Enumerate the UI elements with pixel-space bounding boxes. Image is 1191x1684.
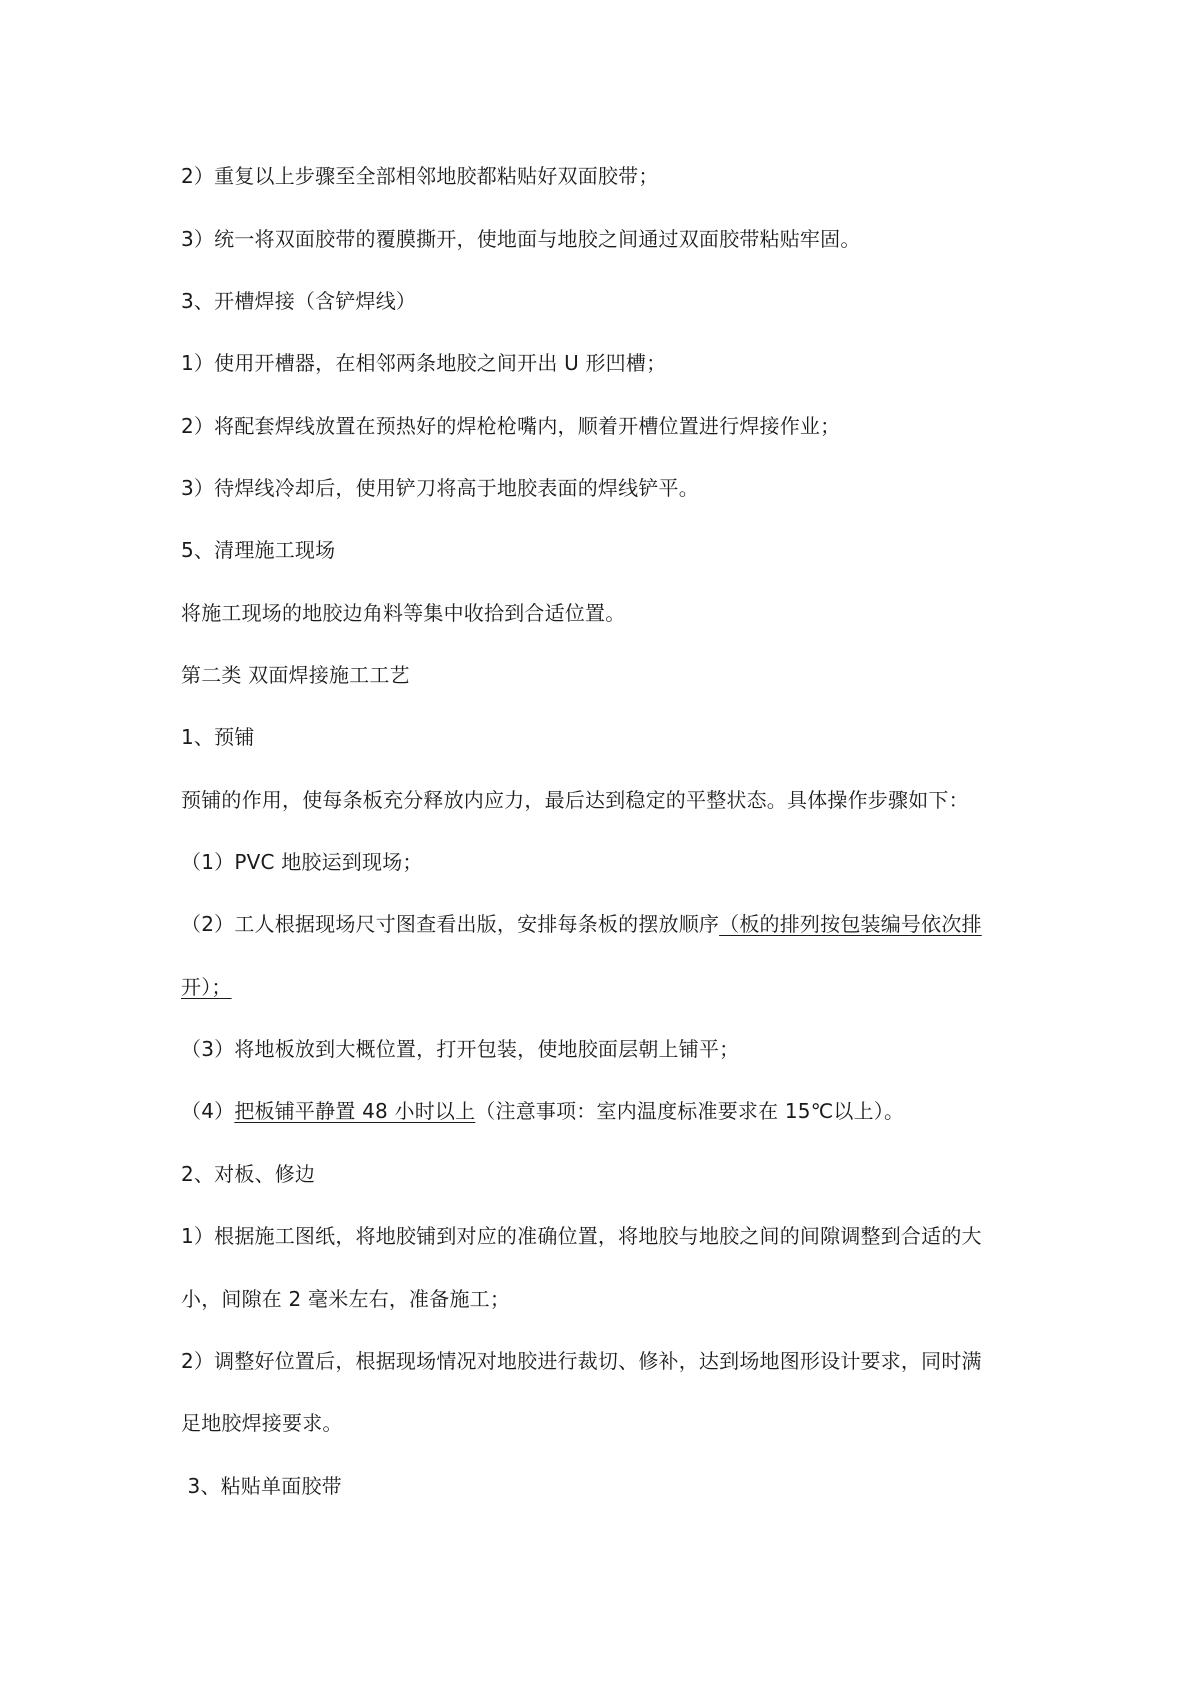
text-underlined: 把板铺平静置 48 小时以上 — [234, 1099, 476, 1123]
text-line — [181, 973, 1021, 1001]
text-line: 2）将配套焊线放置在预热好的焊枪枪嘴内，顺着开槽位置进行焊接作业； — [181, 414, 841, 438]
text-line: 3）统一将双面胶带的覆膜撕开，使地面与地胶之间通过双面胶带粘贴牢固。 — [181, 227, 861, 251]
text-line: 3）待焊线冷却后，使用铲刀将高于地胶表面的焊线铲平。 — [181, 476, 699, 500]
text-line: 2）重复以上步骤至全部相邻地胶都粘贴好双面胶带； — [181, 164, 659, 188]
text-line: （3）将地板放到大概位置，打开包装，使地胶面层朝上铺平； — [181, 1037, 740, 1061]
section-heading: 3、开槽焊接（含铲焊线） — [181, 289, 417, 313]
text-line: 2）调整好位置后，根据现场情况对地胶进行裁切、修补，达到场地图形设计要求，同时满 — [181, 1349, 982, 1373]
text-line: （1）PVC 地胶运到现场； — [181, 850, 423, 874]
section-heading: 5、清理施工现场 — [181, 538, 336, 562]
text-line: 小，间隙在 2 毫米左右，准备施工； — [181, 1287, 511, 1311]
text-line: 将施工现场的地胶边角料等集中收拾到合适位置。 — [181, 601, 626, 625]
text-line — [181, 910, 1021, 938]
category-heading: 第二类 双面焊接施工工艺 — [181, 663, 410, 687]
text-underlined: （板的排列按包装编号依次排 — [719, 912, 982, 936]
text-underlined: 开）； — [181, 975, 232, 999]
section-heading: 2、对板、修边 — [181, 1162, 316, 1186]
text-plain: （4） — [181, 1099, 235, 1123]
text-line: 足地胶焊接要求。 — [181, 1411, 343, 1435]
text-plain: （注意事项：室内温度标准要求在 15℃以上）。 — [475, 1099, 905, 1123]
text-plain: （2）工人根据现场尺寸图查看出版，安排每条板的摆放顺序 — [181, 912, 720, 936]
text-line — [181, 1097, 1021, 1125]
text-line: 1）使用开槽器，在相邻两条地胶之间开出 U 形凹槽； — [181, 351, 667, 375]
section-heading: 1、预铺 — [181, 725, 255, 749]
section-heading: 3、粘贴单面胶带 — [181, 1474, 342, 1498]
text-line: 预铺的作用，使每条板充分释放内应力，最后达到稳定的平整状态。具体操作步骤如下： — [181, 788, 969, 812]
text-line: 1）根据施工图纸，将地胶铺到对应的准确位置，将地胶与地胶之间的间隙调整到合适的大 — [181, 1224, 982, 1248]
